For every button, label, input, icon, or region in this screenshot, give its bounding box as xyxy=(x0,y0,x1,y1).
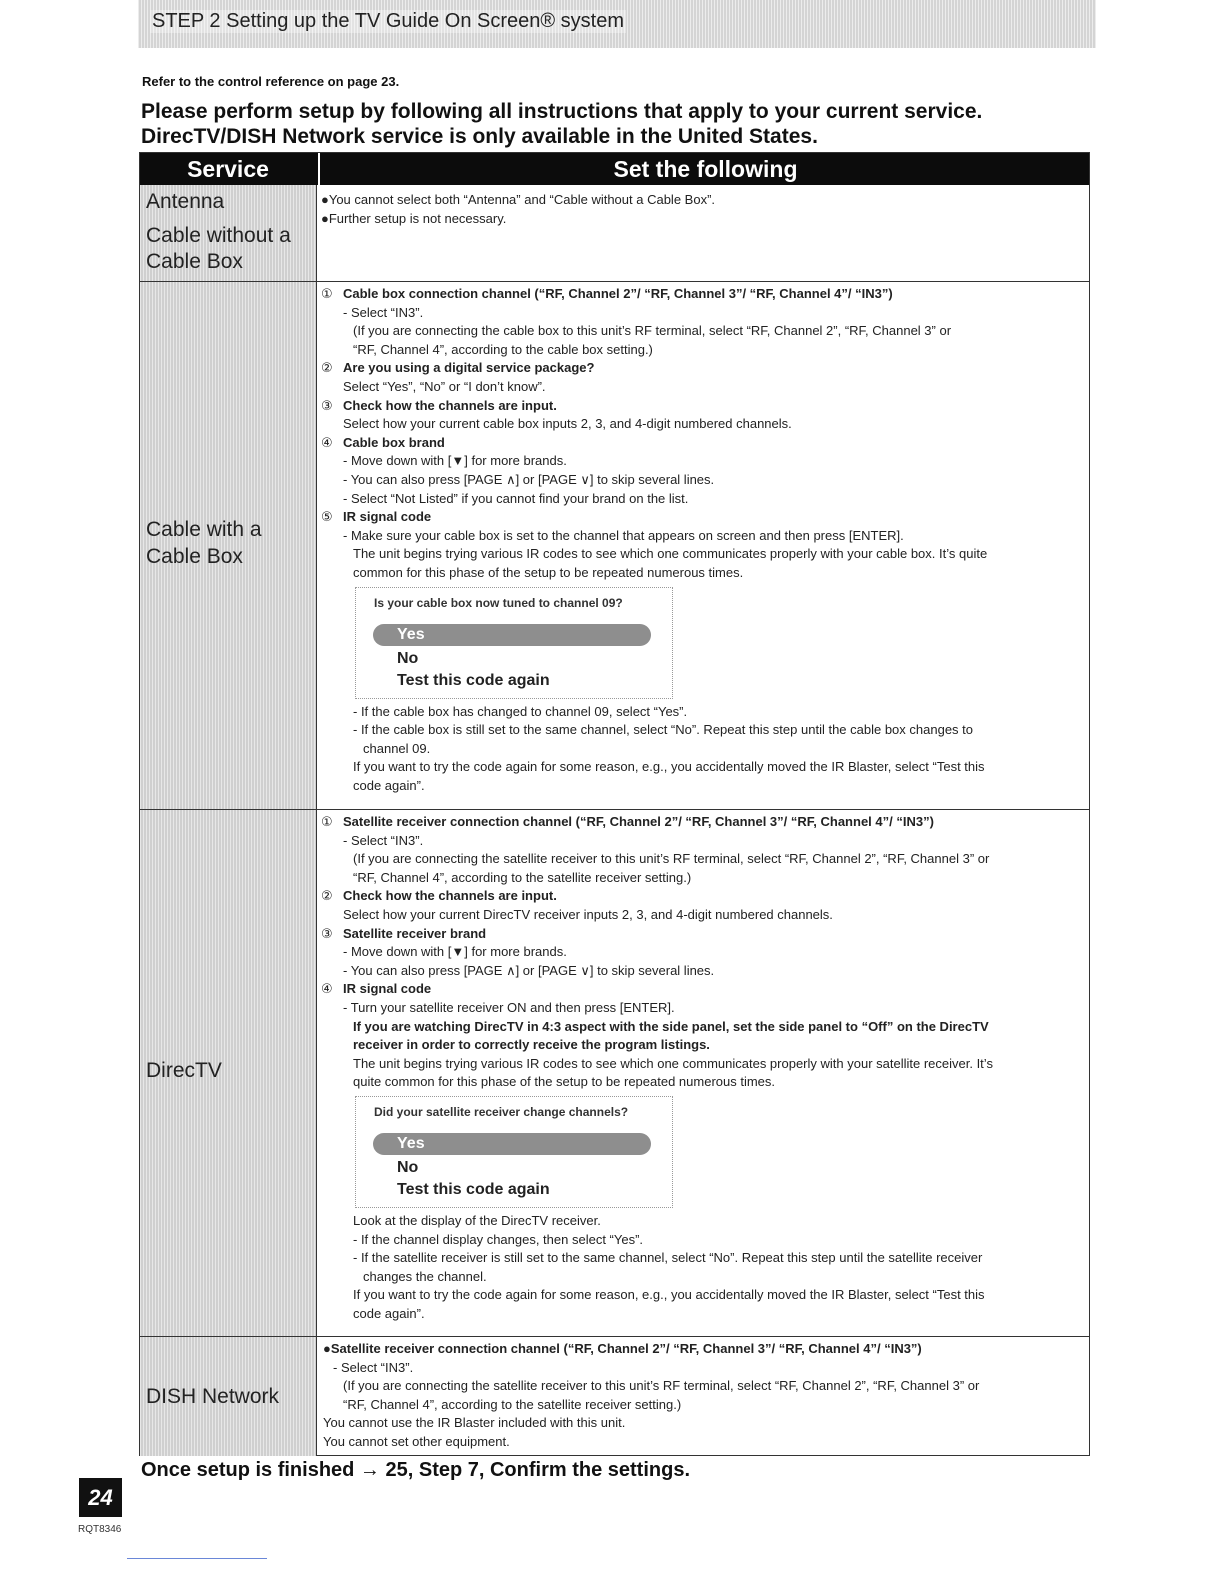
service-label-directv: DirecTV xyxy=(146,1059,222,1082)
service-cell-directv xyxy=(140,810,317,1337)
service-cell-antenna xyxy=(140,185,317,281)
dialog-question: Is your cable box now tuned to channel 09? xyxy=(374,595,623,610)
dialog-yes-option: Yes xyxy=(373,624,651,646)
header-set-following: Set the following xyxy=(318,153,1091,185)
finish-note: Once setup is finished → 25, Step 7, Confirm the settings. xyxy=(141,1459,690,1481)
row-dish xyxy=(140,1336,1089,1456)
service-table xyxy=(139,152,1090,1456)
step-title: Cable box connection channel (“RF, Channel 2”/ “RF, Channel 3”/ “RF, Channel 4”/ “IN3”) xyxy=(343,286,893,301)
intro-line-2: DirecTV/DISH Network service is only available in the United States. xyxy=(141,125,818,148)
dialog-no-option: No xyxy=(397,649,419,667)
row-antenna xyxy=(140,185,1089,281)
document-code: RQT8346 xyxy=(78,1524,122,1535)
service-label-cable-with: Cable with a xyxy=(146,518,262,541)
footer-divider xyxy=(127,1558,267,1559)
step-banner xyxy=(138,0,1096,48)
step-title: Satellite receiver connection channel (“RF, Channel 2”/ “RF, Channel 3”/ “RF, Channel 4”/ “IN3”) xyxy=(343,814,934,829)
service-label-cable-box: Cable Box xyxy=(146,250,243,273)
step-title: IR signal code xyxy=(343,509,432,525)
antenna-content xyxy=(321,191,1081,228)
onscreen-dialog-cable xyxy=(355,587,673,699)
page-number: 24 xyxy=(79,1478,122,1517)
step-title: IR signal code xyxy=(343,981,432,997)
step-title: Are you using a digital service package? xyxy=(343,360,595,376)
service-cell-cable-box xyxy=(140,282,317,810)
service-label-cable-without: Cable without a xyxy=(146,224,291,247)
step-title: Check how the channels are input. xyxy=(343,888,557,904)
cable-box-content: ① Cable box connection channel (“RF, Channel 2”/ “RF, Channel 3”/ “RF, Channel 4”/ “IN3”) - Select “IN3”. (If you are connecting the cable box to this unit’s RF terminal, select “RF, Channel 2”, “RF, Channel 3” or “RF, Channel 4”, according to the cable box setting.) ② Are you using a digital service package? Select “Yes”, “No” or “I don’t know”. ③ Check how the channels are input. Select how your current cable box inputs 2, 3, and 4-digit numbered channels. ④ Cable box brand - Move down with [▼] for more brands. - You can also press [PAGE ∧] or [PAGE ∨] to skip several lines. - Select “Not Listed” if you cannot find your brand on the list. ⑤ IR signal code - Make sure your cable box is set to the channel that appears on screen and then press [ENTER]. The unit begins trying various IR codes to see which one communicates properly with your cable box. It’s quite common for this phase of the setup to be repeated numerous times. Is your cable box now tuned to channel 09? Yes No Test this code again - If the cable box has changed to channel 09, select “Yes”. - If the cable box is still set to the same channel, select “No”. Repeat this step until the cable box changes to channel 09. If you want to try the code again for some reason, e.g., you accidentally moved the IR Blaster, select “Test this code again”. xyxy=(321,286,988,793)
service-label-antenna: Antenna xyxy=(146,190,225,213)
intro-heading xyxy=(141,99,1101,149)
step-title: Check how the channels are input. xyxy=(343,397,557,413)
antenna-note-1: ●You cannot select both “Antenna” and “Cable without a Cable Box”. xyxy=(321,192,716,207)
service-label-cable-box-2: Cable Box xyxy=(146,545,243,568)
dialog-test-again-option: Test this code again xyxy=(397,1180,550,1198)
step-title: ●Satellite receiver connection channel (“RF, Channel 2”/ “RF, Channel 3”/ “RF, Channel 4”/ “IN3”) xyxy=(323,1341,922,1356)
onscreen-dialog-directv xyxy=(355,1096,673,1208)
directv-content: ① Satellite receiver connection channel (“RF, Channel 2”/ “RF, Channel 3”/ “RF, Channel 4”/ “IN3”) - Select “IN3”. (If you are connecting the satellite receiver to this unit’s RF terminal, select “RF, Channel 2”, “RF, Channel 3” or “RF, Channel 4”, according to the satellite receiver setting.) ② Check how the channels are input. Select how your current DirecTV receiver inputs 2, 3, and 4-digit numbered channels. ③ Satellite receiver brand - Move down with [▼] for more brands. - You can also press [PAGE ∧] or [PAGE ∨] to skip several lines. ④ IR signal code - Turn your satellite receiver ON and then press [ENTER]. If you are watching DirecTV in 4:3 aspect with the side panel, set the side panel to “Off” on the DirecTV receiver in order to correctly receive the program listings. The unit begins trying various IR codes to see which one communicates properly with your satellite receiver. It’s quite common for this phase of the setup to be repeated numerous times. Did your satellite receiver change channels? Yes No Test this code again Look at the display of the DirecTV receiver. - If the channel display changes, then select “Yes”. - If the satellite receiver is still set to the same channel, select “No”. Repeat this step until the satellite receiver changes the channel. If you want to try the code again for some reason, e.g., you accidentally moved the IR Blaster, select “Test this code again”. xyxy=(321,814,993,1321)
step-title: Cable box brand xyxy=(343,434,445,450)
dialog-no-option: No xyxy=(397,1158,419,1176)
row-cable-box xyxy=(140,281,1089,810)
control-reference-note: Refer to the control reference on page 23. xyxy=(142,74,400,89)
header-service: Service xyxy=(187,156,269,182)
step-title: STEP 2 Setting up the TV Guide On Screen® system xyxy=(152,10,625,32)
dish-content: ●Satellite receiver connection channel (“RF, Channel 2”/ “RF, Channel 3”/ “RF, Channel 4”/ “IN3”) - Select “IN3”. (If you are connecting the satellite receiver to this unit’s RF terminal, select “RF, Channel 2”, “RF, Channel 3” or “RF, Channel 4”, according to the satellite receiver setting.) You cannot use the IR Blaster included with this unit. You cannot set other equipment. xyxy=(323,1340,1081,1452)
table-header xyxy=(140,153,1089,185)
antenna-note-2: ●Further setup is not necessary. xyxy=(321,210,507,226)
service-label-dish: DISH Network xyxy=(146,1385,280,1408)
dialog-question: Did your satellite receiver change channels? xyxy=(374,1104,629,1119)
intro-line-1: Please perform setup by following all instructions that apply to your current service. xyxy=(141,100,983,123)
step-title: Satellite receiver brand xyxy=(343,925,487,941)
row-directv xyxy=(140,809,1089,1337)
service-cell-dish xyxy=(140,1337,317,1456)
dialog-yes-option: Yes xyxy=(373,1133,651,1155)
dialog-test-again-option: Test this code again xyxy=(397,671,550,689)
